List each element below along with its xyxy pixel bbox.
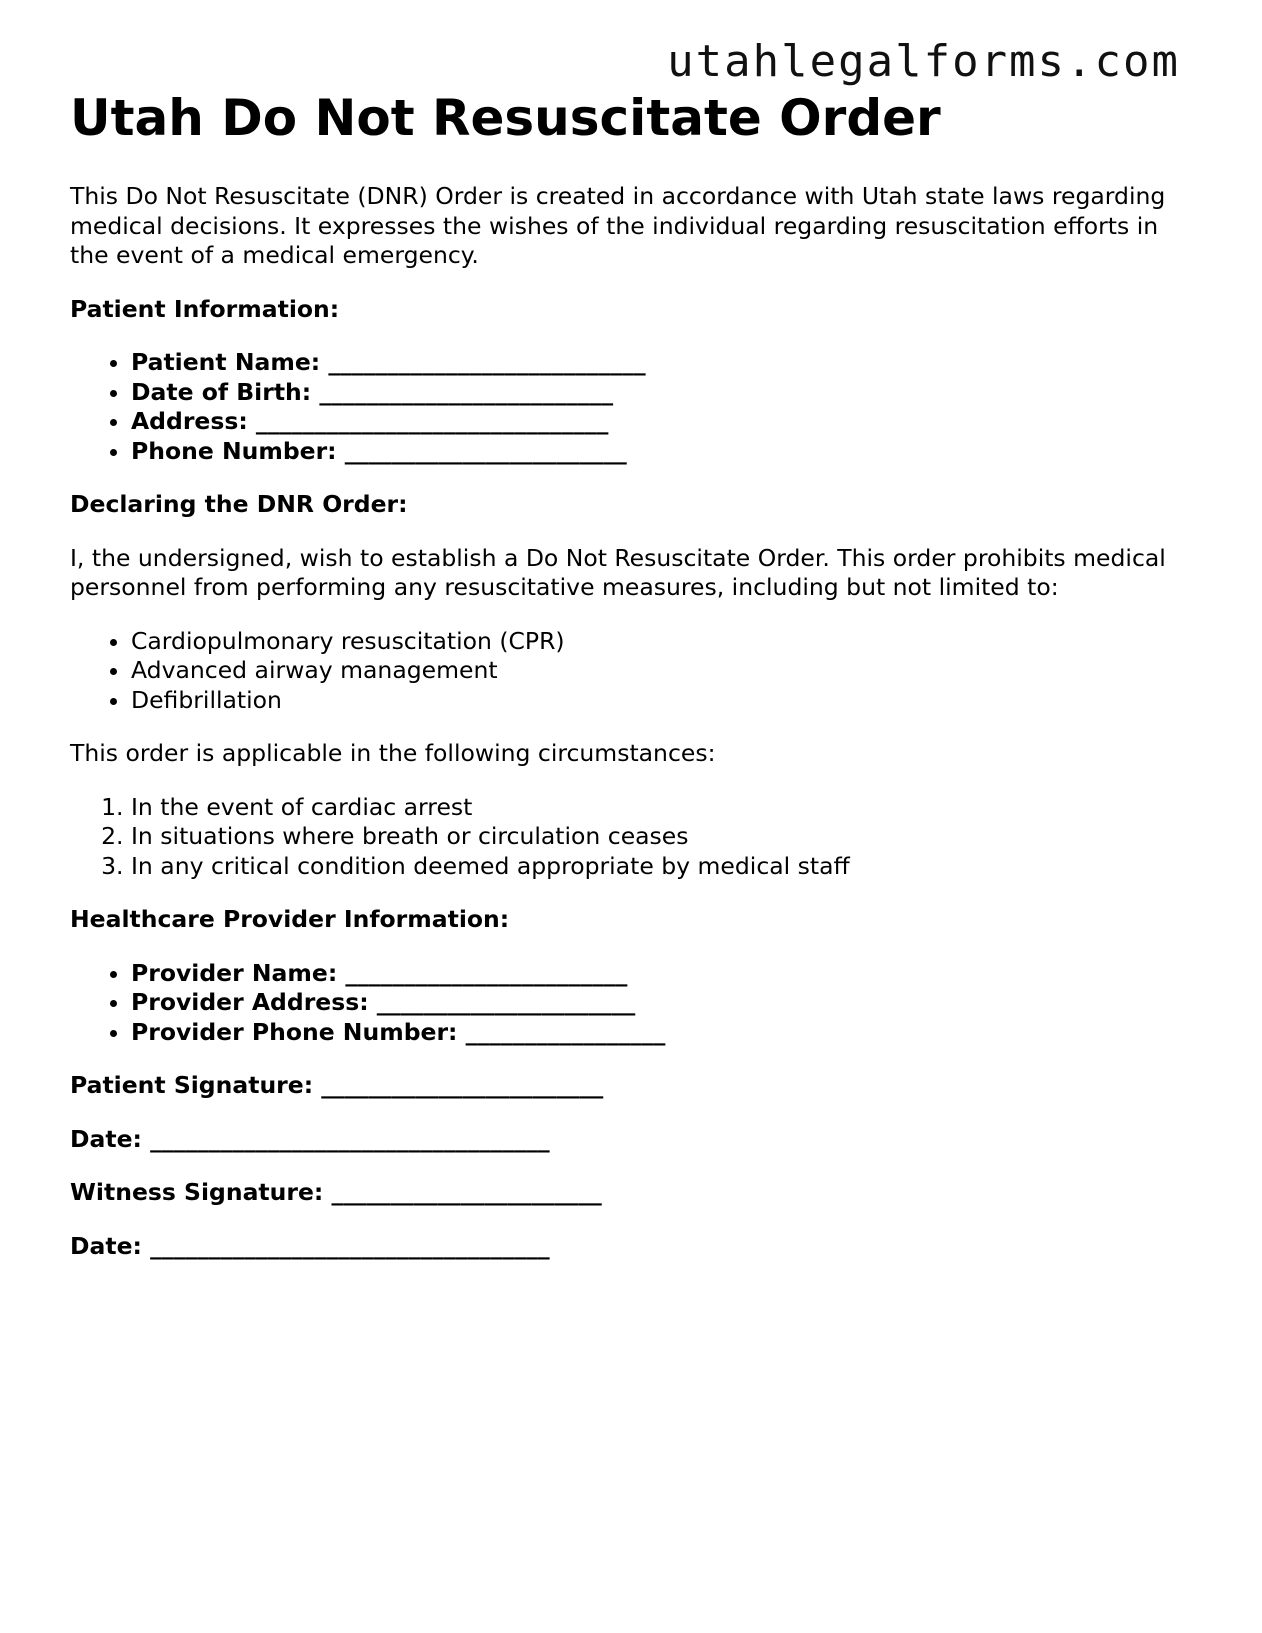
phone-number-field	[131, 437, 1190, 467]
declaration-heading: Declaring the DNR Order:	[70, 490, 408, 518]
patient-info-heading: Patient Information:	[70, 294, 340, 323]
list-item: • Defibrillation	[131, 686, 1190, 716]
phone-number-blank[interactable]: ________________________	[344, 436, 627, 465]
watermark-site-name: utahlegalforms.com	[667, 36, 1180, 87]
intro-paragraph: This Do Not Resuscitate (DNR) Order is created in accordance with Utah state laws regarding medical decisions. It expresses the wishes of the individual regarding resuscitation efforts in the event of a medical emergency.	[70, 182, 1166, 269]
field-label: Date:	[70, 1231, 142, 1260]
declaration-paragraph: I, the undersigned, wish to establish a Do Not Resuscitate Order. This order prohibits medical personnel from performing any resuscitative measures, including but not limited to:	[70, 543, 1166, 601]
circumstances-intro: This order is applicable in the following circumstances:	[70, 739, 716, 767]
field-label: Provider Address:	[131, 988, 369, 1016]
page-title: Utah Do Not Resuscitate Order	[70, 89, 941, 147]
address-field	[131, 407, 1190, 437]
witness-date-line	[70, 1232, 1190, 1262]
list-item: 3. In any critical condition deemed appropriate by medical staff	[131, 852, 1190, 882]
provider-info-heading: Healthcare Provider Information:	[70, 905, 510, 933]
patient-name-blank[interactable]: ___________________________	[328, 348, 646, 376]
circumstances-list	[70, 793, 1190, 882]
patient-name-field	[131, 348, 1190, 378]
provider-address-blank[interactable]: ______________________	[376, 988, 636, 1016]
patient-date-blank[interactable]: __________________________________	[150, 1124, 550, 1153]
field-label: Phone Number:	[131, 436, 337, 465]
provider-phone-blank[interactable]: _________________	[465, 1017, 666, 1046]
field-label: Provider Phone Number:	[131, 1017, 458, 1046]
field-label: Date:	[70, 1124, 142, 1153]
address-blank[interactable]: ______________________________	[255, 407, 609, 435]
list-item: • Cardiopulmonary resuscitation (CPR)	[131, 627, 1190, 657]
field-label: Patient Signature:	[70, 1071, 314, 1099]
list-item: 2. In situations where breath or circulation ceases	[131, 822, 1190, 852]
field-label: Provider Name:	[131, 958, 338, 987]
document-page	[70, 88, 1190, 1261]
patient-date-line	[70, 1125, 1190, 1155]
provider-name-blank[interactable]: ________________________	[345, 958, 628, 987]
field-label: Witness Signature:	[70, 1178, 324, 1206]
patient-signature-blank[interactable]: ________________________	[321, 1071, 604, 1099]
field-label: Patient Name:	[131, 348, 321, 376]
field-label: Address:	[131, 407, 248, 435]
provider-info-list	[70, 959, 1190, 1048]
patient-info-list	[70, 348, 1190, 466]
list-item: 1. In the event of cardiac arrest	[131, 793, 1190, 823]
provider-name-field	[131, 959, 1190, 989]
witness-signature-line	[70, 1178, 1190, 1208]
date-of-birth-blank[interactable]: _________________________	[319, 377, 614, 406]
provider-phone-field	[131, 1018, 1190, 1048]
date-of-birth-field	[131, 378, 1190, 408]
field-label: Date of Birth:	[131, 377, 312, 406]
witness-signature-blank[interactable]: _______________________	[331, 1178, 602, 1206]
witness-date-blank[interactable]: __________________________________	[150, 1231, 550, 1260]
patient-signature-line	[70, 1071, 1190, 1101]
list-item: • Advanced airway management	[131, 656, 1190, 686]
provider-address-field	[131, 988, 1190, 1018]
measures-list	[70, 627, 1190, 716]
